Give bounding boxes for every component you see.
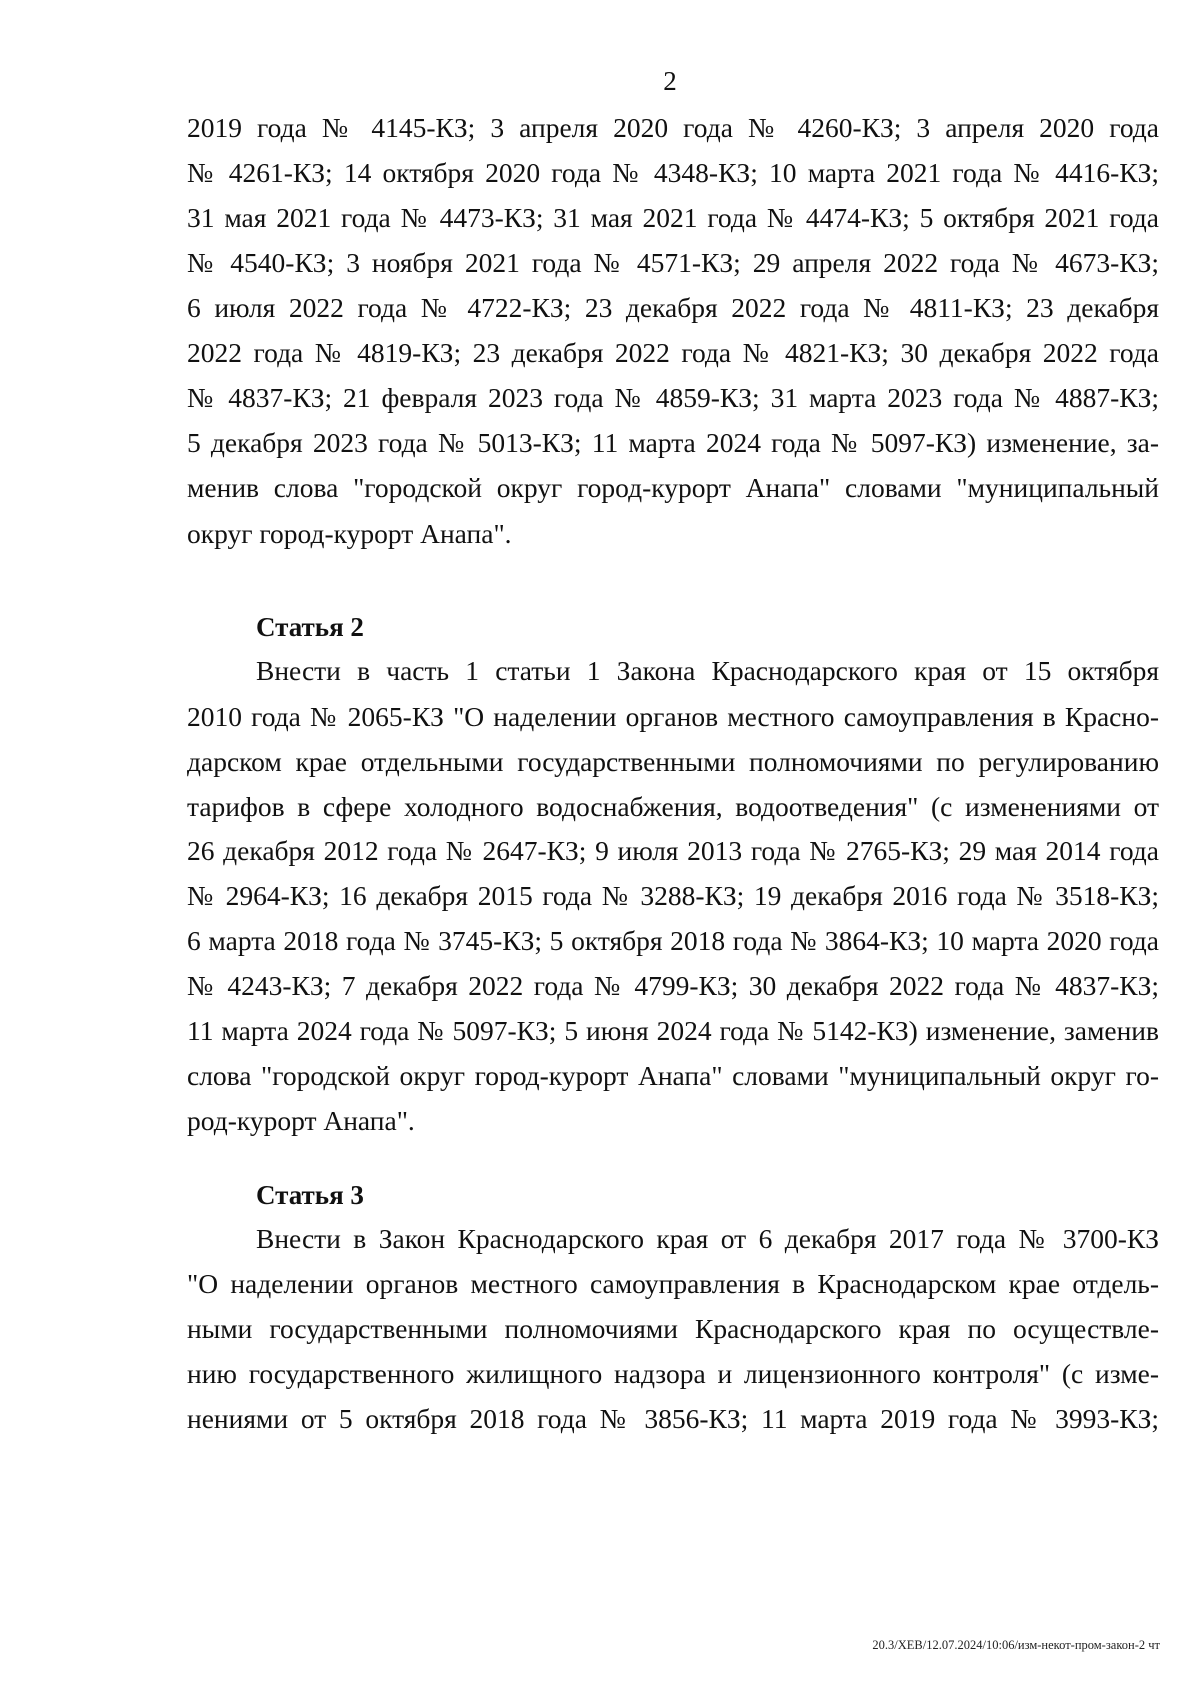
text-line: 6 июля 2022 года № 4722-КЗ; 23 декабря 2022 года № 4811-КЗ; 23 декабря [187,292,1159,323]
text-line: нениями от 5 октября 2018 года № 3856-КЗ; 11 марта 2019 года № 3993-КЗ; [187,1403,1159,1434]
text-line: Внести в Закон Краснодарского края от 6 декабря 2017 года № 3700-КЗ [256,1223,1159,1254]
document-footer: 20.3/ХЕВ/12.07.2024/10:06/изм-некот-пром-закон-2 чт [872,1638,1160,1652]
text-line: ными государственными полномочиями Краснодарского края по осуществле- [187,1313,1159,1344]
text-line: "О наделении органов местного самоуправления в Краснодарском крае отдель- [187,1268,1159,1299]
text-line: № 4261-КЗ; 14 октября 2020 года № 4348-КЗ; 10 марта 2021 года № 4416-КЗ; [187,157,1159,188]
text-line: 2010 года № 2065-КЗ "О наделении органов местного самоуправления в Красно- [187,701,1159,732]
text-line: менив слова "городской округ город-курорт Анапа" словами "муниципальный [187,472,1159,503]
text-line: слова "городской округ город-курорт Анапа" словами "муниципальный округ го- [187,1060,1159,1091]
text-line: Внести в часть 1 статьи 1 Закона Краснодарского края от 15 октября [256,655,1159,686]
text-line: 26 декабря 2012 года № 2647-КЗ; 9 июля 2013 года № 2765-КЗ; 29 мая 2014 года [187,835,1159,866]
text-line: 6 марта 2018 года № 3745-КЗ; 5 октября 2018 года № 3864-КЗ; 10 марта 2020 года [187,925,1159,956]
article-heading: Статья 2 [256,612,364,642]
text-line: 2022 года № 4819-КЗ; 23 декабря 2022 года № 4821-КЗ; 30 декабря 2022 года [187,337,1159,368]
text-line: № 2964-КЗ; 16 декабря 2015 года № 3288-КЗ; 19 декабря 2016 года № 3518-КЗ; [187,880,1159,911]
text-line: 5 декабря 2023 года № 5013-КЗ; 11 марта 2024 года № 5097-КЗ) изменение, за- [187,427,1159,458]
page-number: 2 [663,66,677,96]
text-line: 11 марта 2024 года № 5097-КЗ; 5 июня 2024 года № 5142-КЗ) изменение, заменив [187,1015,1159,1046]
text-line: округ город-курорт Анапа". [187,518,512,549]
text-line: тарифов в сфере холодного водоснабжения, водоотведения" (с изменениями от [187,791,1159,822]
text-line: № 4243-КЗ; 7 декабря 2022 года № 4799-КЗ; 30 декабря 2022 года № 4837-КЗ; [187,970,1159,1001]
text-line: № 4540-КЗ; 3 ноября 2021 года № 4571-КЗ; 29 апреля 2022 года № 4673-КЗ; [187,247,1159,278]
text-line: нию государственного жилищного надзора и лицензионного контроля" (с изме- [187,1358,1159,1389]
text-line: 31 мая 2021 года № 4473-КЗ; 31 мая 2021 года № 4474-КЗ; 5 октября 2021 года [187,202,1159,233]
text-line: дарском крае отдельными государственными полномочиями по регулированию [187,746,1159,777]
text-line: № 4837-КЗ; 21 февраля 2023 года № 4859-КЗ; 31 марта 2023 года № 4887-КЗ; [187,382,1159,413]
text-line: 2019 года № 4145-КЗ; 3 апреля 2020 года № 4260-КЗ; 3 апреля 2020 года [187,112,1159,143]
text-line: род-курорт Анапа". [187,1105,415,1136]
article-heading: Статья 3 [256,1180,364,1210]
